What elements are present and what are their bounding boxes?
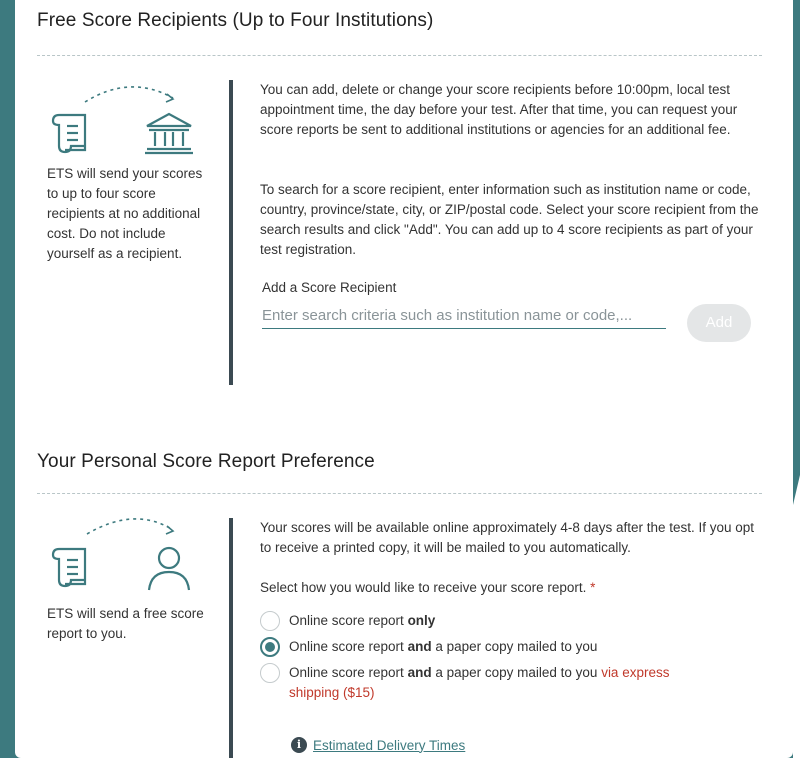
radio-option-paper-copy[interactable] [260,637,597,657]
personal-paragraph: Your scores will be available online approximately 4-8 days after the test. If you opt to receive a printed copy, it will be mailed to you automatically. [260,520,755,555]
recipients-paragraph-2: To search for a score recipient, enter information such as institution name or code, country, province/state, city, or ZIP/postal code. Select your score recipient from the search results and click "Add". You can add up to 4 score recipients as part of your test registration. [260,182,759,257]
background-edge [793,475,800,758]
vertical-divider [229,518,233,758]
estimated-delivery-link[interactable]: Estimated Delivery Times [313,737,466,753]
main-panel [15,0,793,758]
recipients-title: Free Score Recipients (Up to Four Institutions) [37,10,434,31]
delivery-times[interactable] [291,737,465,753]
radio-option-online-only[interactable] [260,611,435,631]
scroll-icon [53,549,85,586]
radio-button-selected[interactable] [260,637,280,657]
express-shipping-note: via express shipping ($15) [289,665,670,700]
add-recipient-button[interactable]: Add [687,304,751,342]
vertical-divider [229,80,233,385]
personal-title: Your Personal Score Report Preference [37,451,375,472]
institution-icon [145,114,193,153]
add-recipient-label: Add a Score Recipient [262,280,397,295]
section-divider [37,493,762,494]
recipients-paragraph-1: You can add, delete or change your score recipients before 10:00pm, local test appointment time, the day before your test. After that time, you can request your score reports be sent to additional institutions or agencies for an additional fee. [260,82,738,137]
section-divider [37,55,762,56]
report-prompt-text: Select how you would like to receive your score report. [260,580,587,595]
personal-illustration [45,514,205,599]
required-mark: * [590,580,596,595]
radio-button[interactable] [260,663,280,683]
person-icon [149,548,189,590]
info-icon: i [291,737,307,753]
recipients-illustration [45,80,205,165]
report-prompt [260,578,760,598]
radio-button[interactable] [260,611,280,631]
recipient-search-input[interactable] [262,302,666,329]
option-label: Online score report and a paper copy mailed to you [289,639,598,654]
scroll-icon [53,115,85,152]
option-label: Online score report only [289,613,436,628]
personal-side-text: ETS will send a free score report to you. [47,606,204,641]
recipients-side-text: ETS will send your scores to up to four score recipients at no additional cost. Do not include yourself as a recipient. [47,166,203,261]
radio-option-express[interactable] [260,663,730,703]
option-label: Online score report and a paper copy mailed to you via express shipping ($15) [289,665,670,700]
